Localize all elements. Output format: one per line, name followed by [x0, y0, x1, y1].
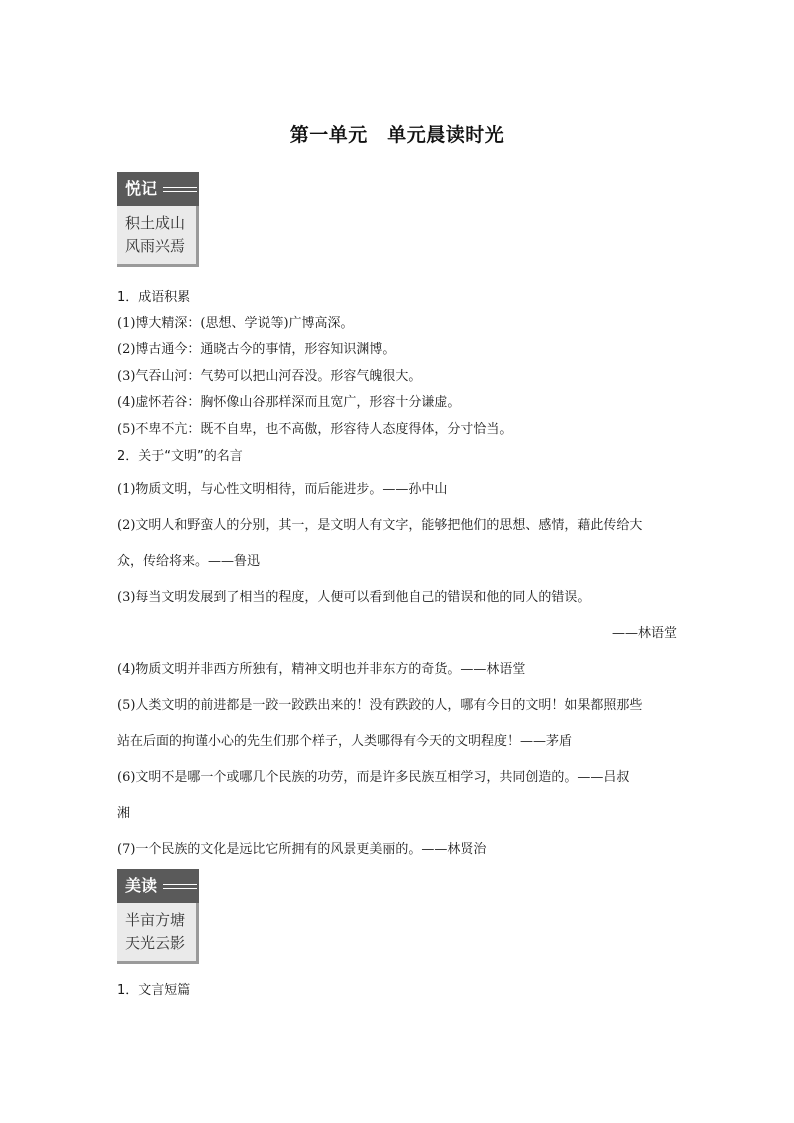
- quote-line: (3)每当文明发展到了相当的程度，人便可以看到他自己的错误和他的同人的错误。: [117, 590, 591, 605]
- quote-line: (5)人类文明的前进都是一跤一跤跌出来的！没有跌跤的人，哪有今日的文明！如果都照那些: [117, 698, 643, 713]
- quote-line: 湘: [117, 806, 131, 821]
- quote-line: (2)文明人和野蛮人的分别，其一，是文明人有文字，能够把他们的思想、感情，藉此传给大: [117, 518, 643, 533]
- idiom-item: (5)不卑不亢：既不自卑，也不高傲，形容待人态度得体，分寸恰当。: [117, 422, 513, 437]
- section-tag: [117, 869, 199, 903]
- quote-line: (1)物质文明，与心性文明相待，而后能进步。——孙中山: [117, 482, 448, 497]
- section-tag: [117, 172, 199, 206]
- motto-line: 天光云影: [125, 934, 186, 952]
- section-motto: [117, 903, 199, 964]
- quote-line: 众，传给将来。——鲁迅: [117, 554, 261, 569]
- idiom-item: (4)虚怀若谷：胸怀像山谷那样深而且宽广，形容十分谦虚。: [117, 395, 461, 410]
- section-motto: [117, 206, 199, 267]
- tag-rule: [163, 187, 197, 192]
- section-box-yueji: [117, 172, 199, 267]
- motto-line: 半亩方塘: [125, 911, 186, 929]
- section-box-meidu: [117, 869, 199, 964]
- tag-rule: [163, 884, 197, 889]
- idiom-item: (3)气吞山河：气势可以把山河吞没。形容气魄很大。: [117, 369, 422, 384]
- quote-line: 站在后面的拘谨小心的先生们那个样子，人类哪得有今天的文明程度！——茅盾: [117, 734, 573, 749]
- page-title: 第一单元 单元晨读时光: [289, 124, 505, 146]
- idiom-heading: 1．成语积累: [117, 290, 191, 305]
- idiom-item: (2)博古通今：通晓古今的事情，形容知识渊博。: [117, 342, 396, 357]
- motto-line: 积土成山: [125, 214, 186, 232]
- quote-line: (6)文明不是哪一个或哪几个民族的功劳，而是许多民族互相学习，共同创造的。——吕叔: [117, 770, 630, 785]
- quote-line: (4)物质文明并非西方所独有，精神文明也并非东方的奇货。——林语堂: [117, 662, 526, 677]
- idiom-item: (1)博大精深：(思想、学说等)广博高深。: [117, 316, 354, 331]
- section-tag-label: 美读: [125, 876, 158, 895]
- section-tag-label: 悦记: [125, 179, 158, 198]
- quote-heading: 2．关于“文明”的名言: [117, 449, 243, 464]
- motto-line: 风雨兴焉: [125, 237, 186, 255]
- quote-attribution: ——林语堂: [611, 626, 677, 641]
- quote-line: (7)一个民族的文化是远比它所拥有的风景更美丽的。——林贤治: [117, 842, 487, 857]
- classical-heading: 1．文言短篇: [117, 983, 191, 998]
